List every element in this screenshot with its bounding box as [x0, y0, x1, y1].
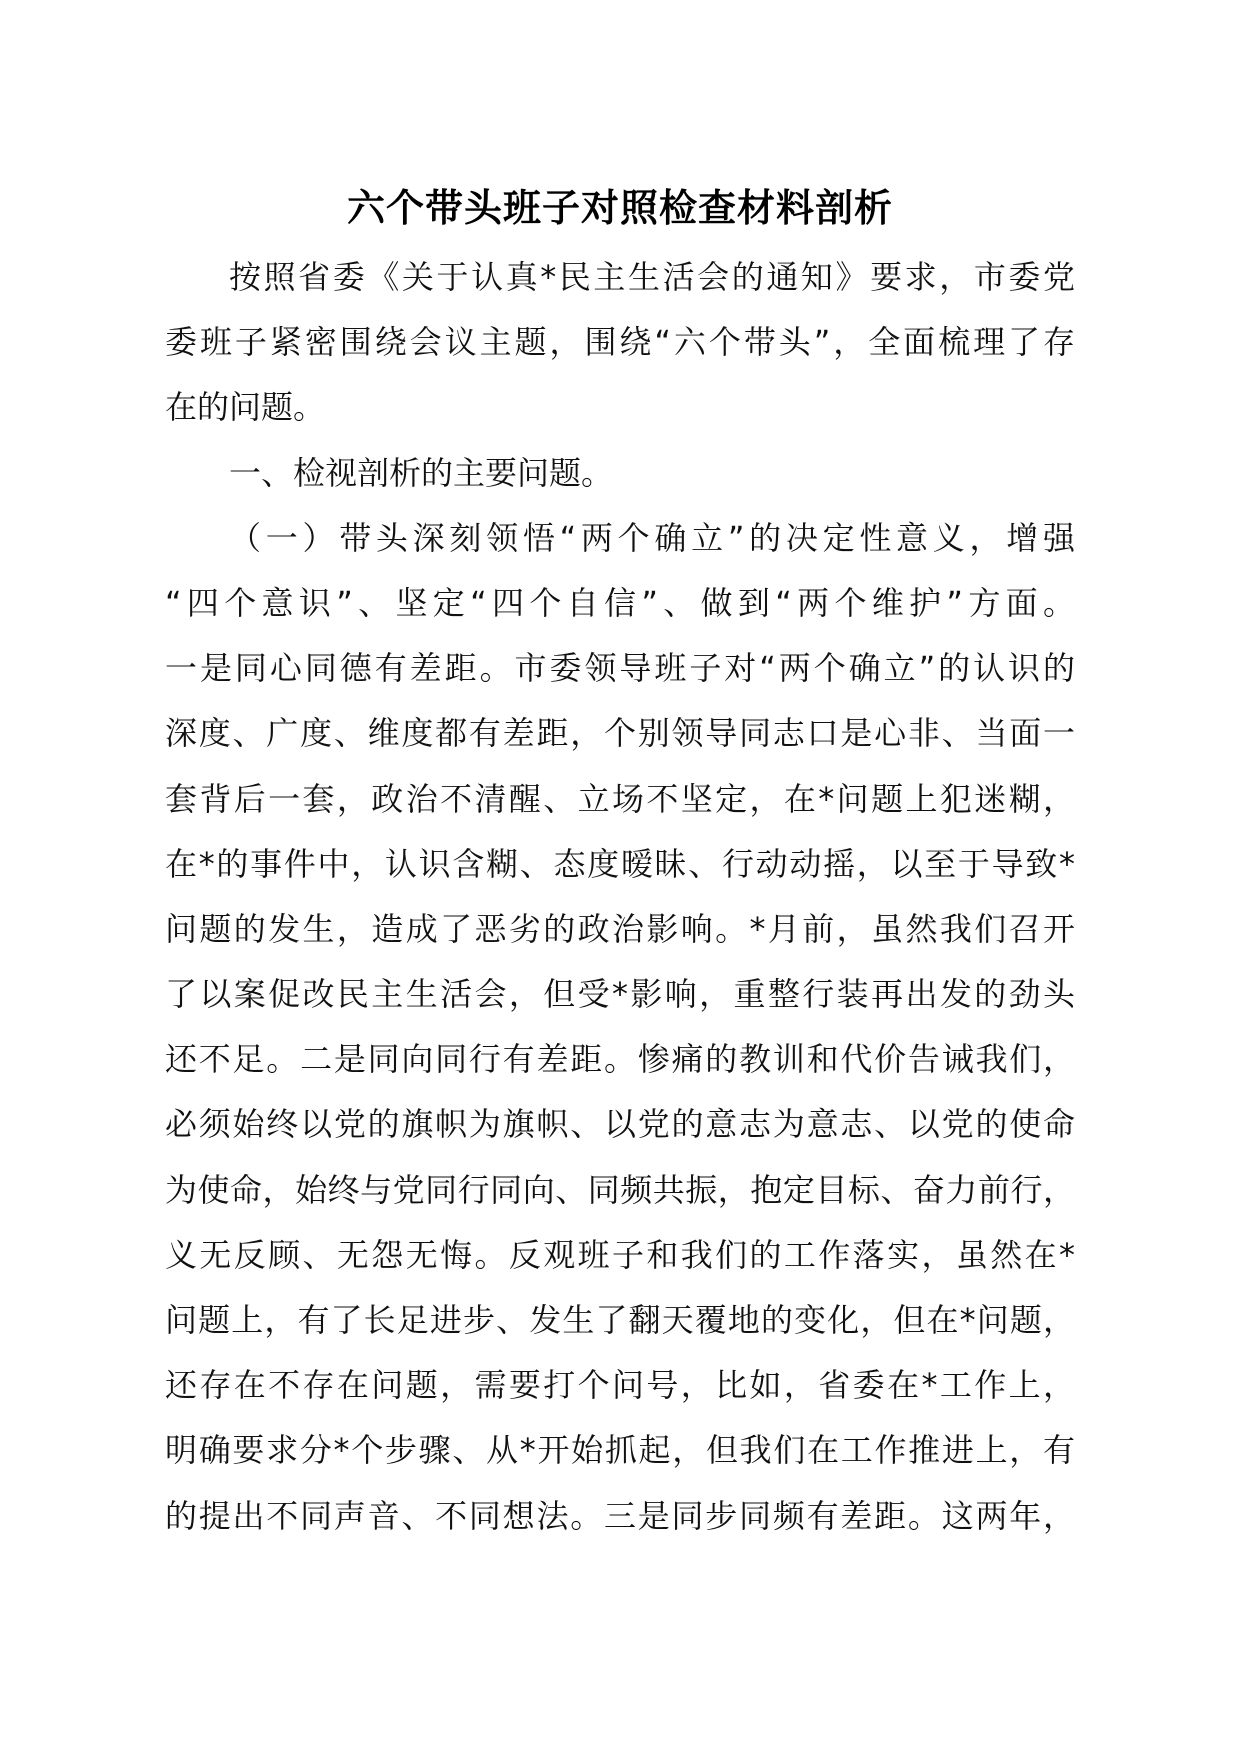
text-line: 必须始终以党的旗帜为旗帜、以党的意志为意志、以党的使命 [165, 1105, 1075, 1144]
text-line: 还不足。二是同向同行有差距。惨痛的教训和代价告诫我们， [165, 1040, 1075, 1079]
text-line: 问题的发生，造成了恶劣的政治影响。*月前，虽然我们召开 [165, 909, 1075, 948]
text-line: 一是同心同德有差距。市委领导班子对“两个确立”的认识的 [165, 649, 1075, 688]
text-line: 委班子紧密围绕会议主题，围绕“六个带头”，全面梳理了存 [165, 323, 1075, 362]
text-line: 按照省委《关于认真*民主生活会的通知》要求，市委党 [229, 258, 1075, 296]
text-line: 深度、广度、维度都有差距，个别领导同志口是心非、当面一 [165, 714, 1075, 753]
text-line: 义无反顾、无怨无悔。反观班子和我们的工作落实，虽然在* [165, 1235, 1075, 1274]
text-line: 明确要求分*个步骤、从*开始抓起，但我们在工作推进上，有 [165, 1431, 1075, 1470]
section-heading: 一、检视剖析的主要问题。 [229, 453, 614, 492]
text-line: 还存在不存在问题，需要打个问号，比如，省委在*工作上， [165, 1366, 1075, 1405]
text-line: 在的问题。 [165, 388, 326, 427]
text-line: 在*的事件中，认识含糊、态度暧昧、行动动摇，以至于导致* [165, 844, 1075, 883]
text-line: “四个意识”、坚定“四个自信”、做到“两个维护”方面。 [165, 583, 1075, 622]
document-title: 六个带头班子对照检查材料剖析 [346, 186, 893, 230]
text-line: 问题上，有了长足进步、发生了翻天覆地的变化，但在*问题， [165, 1301, 1075, 1339]
text-line: 了以案促改民主生活会，但受*影响，重整行装再出发的劲头 [165, 975, 1075, 1014]
subsection-heading: （一）带头深刻领悟“两个确立”的决定性意义，增强 [229, 518, 1075, 557]
text-line: 为使命，始终与党同行同向、同频共振，抱定目标、奋力前行， [165, 1170, 1075, 1209]
text-line: 的提出不同声音、不同想法。三是同步同频有差距。这两年， [165, 1496, 1075, 1535]
text-line: 套背后一套，政治不清醒、立场不坚定，在*问题上犯迷糊， [165, 779, 1075, 818]
document-body [165, 245, 1075, 1549]
